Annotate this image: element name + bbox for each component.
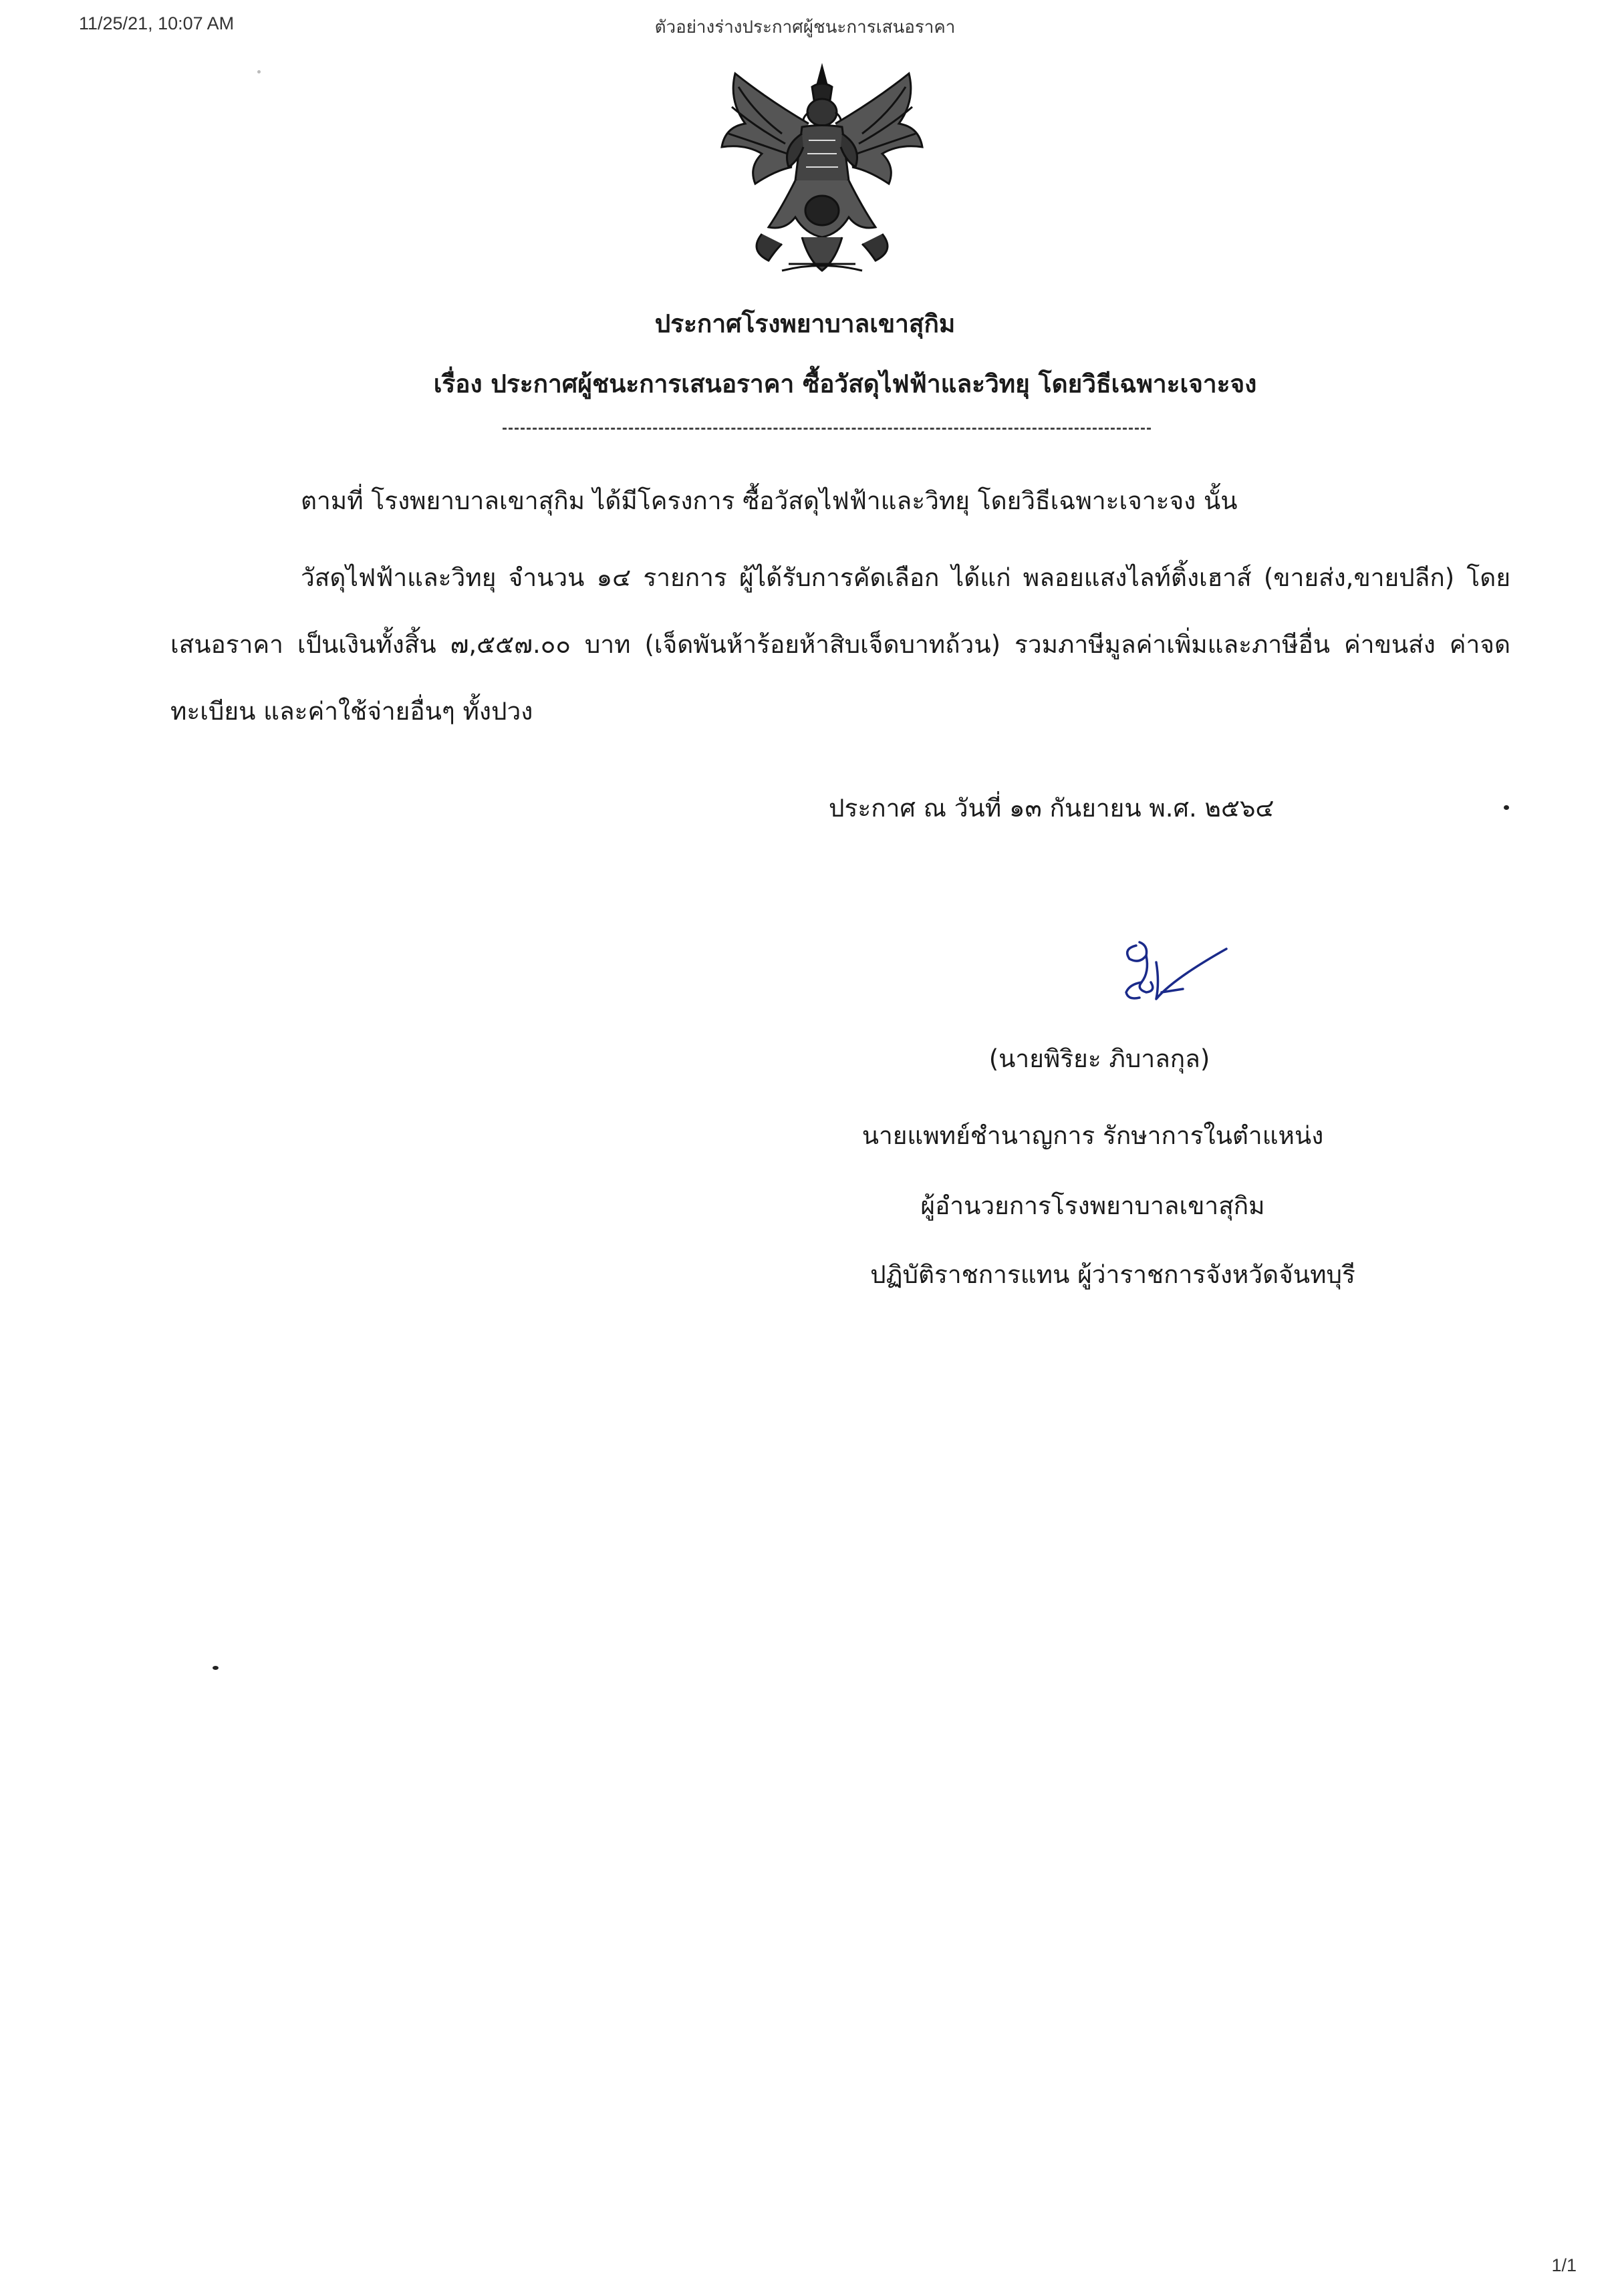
signatory-position-2: ผู้อำนวยการโรงพยาบาลเขาสุกิม: [920, 1191, 1265, 1220]
announcement-subject: เรื่อง ประกาศผู้ชนะการเสนอราคา ซื้อวัสดุไฟฟ้าและวิทยุ โดยวิธีเฉพาะเจาะจง: [433, 370, 1257, 398]
signatory-position-1: นายแพทย์ชำนาญการ รักษาการในตำแหน่ง: [861, 1121, 1324, 1150]
scan-speck: [1504, 805, 1509, 810]
scan-speck: [213, 1666, 219, 1670]
body-paragraph-1: ตามที่ โรงพยาบาลเขาสุกิม ได้มีโครงการ ซื้อวัสดุไฟฟ้าและวิทยุ โดยวิธีเฉพาะเจาะจง นั้น: [301, 486, 1238, 515]
print-document-title: ตัวอย่างร่างประกาศผู้ชนะการเสนอราคา: [654, 17, 956, 37]
heading-divider: [503, 428, 1151, 430]
page-number: 1/1: [1551, 2255, 1577, 2275]
garuda-emblem-icon: [708, 60, 936, 281]
print-timestamp: 11/25/21, 10:07 AM: [79, 13, 235, 33]
body-paragraph-2: วัสดุไฟฟ้าและวิทยุ จำนวน ๑๔ รายการ ผู้ได้รับการคัดเลือก ได้แก่ พลอยแสงไลท์ติ้งเฮาส์ (ขายส่ง,ขายปลีก) โดยเสนอราคา เป็นเงินทั้งสิ้น ๗,๕๕๗.๐๐ บาท (เจ็ดพันห้าร้อยห้าสิบเจ็ดบาทถ้วน) รวมภาษีมูลค่าเพิ่มและภาษีอื่น ค่าขนส่ง ค่าจดทะเบียน และค่าใช้จ่ายอื่นๆ ทั้งปวง: [170, 563, 1510, 726]
handwritten-signature: [1109, 925, 1243, 1012]
scan-speck: [257, 70, 261, 74]
signatory-position-3: ปฏิบัติราชการแทน ผู้ว่าราชการจังหวัดจันทบุรี: [870, 1260, 1355, 1289]
signatory-name: (นายพิริยะ ภิบาลกุล): [988, 1044, 1210, 1073]
print-header: [0, 13, 1610, 40]
announcement-issuer: ประกาศโรงพยาบาลเขาสุกิม: [654, 309, 956, 338]
announcement-date: ประกาศ ณ วันที่ ๑๓ กันยายน พ.ศ. ๒๕๖๔: [829, 794, 1274, 823]
